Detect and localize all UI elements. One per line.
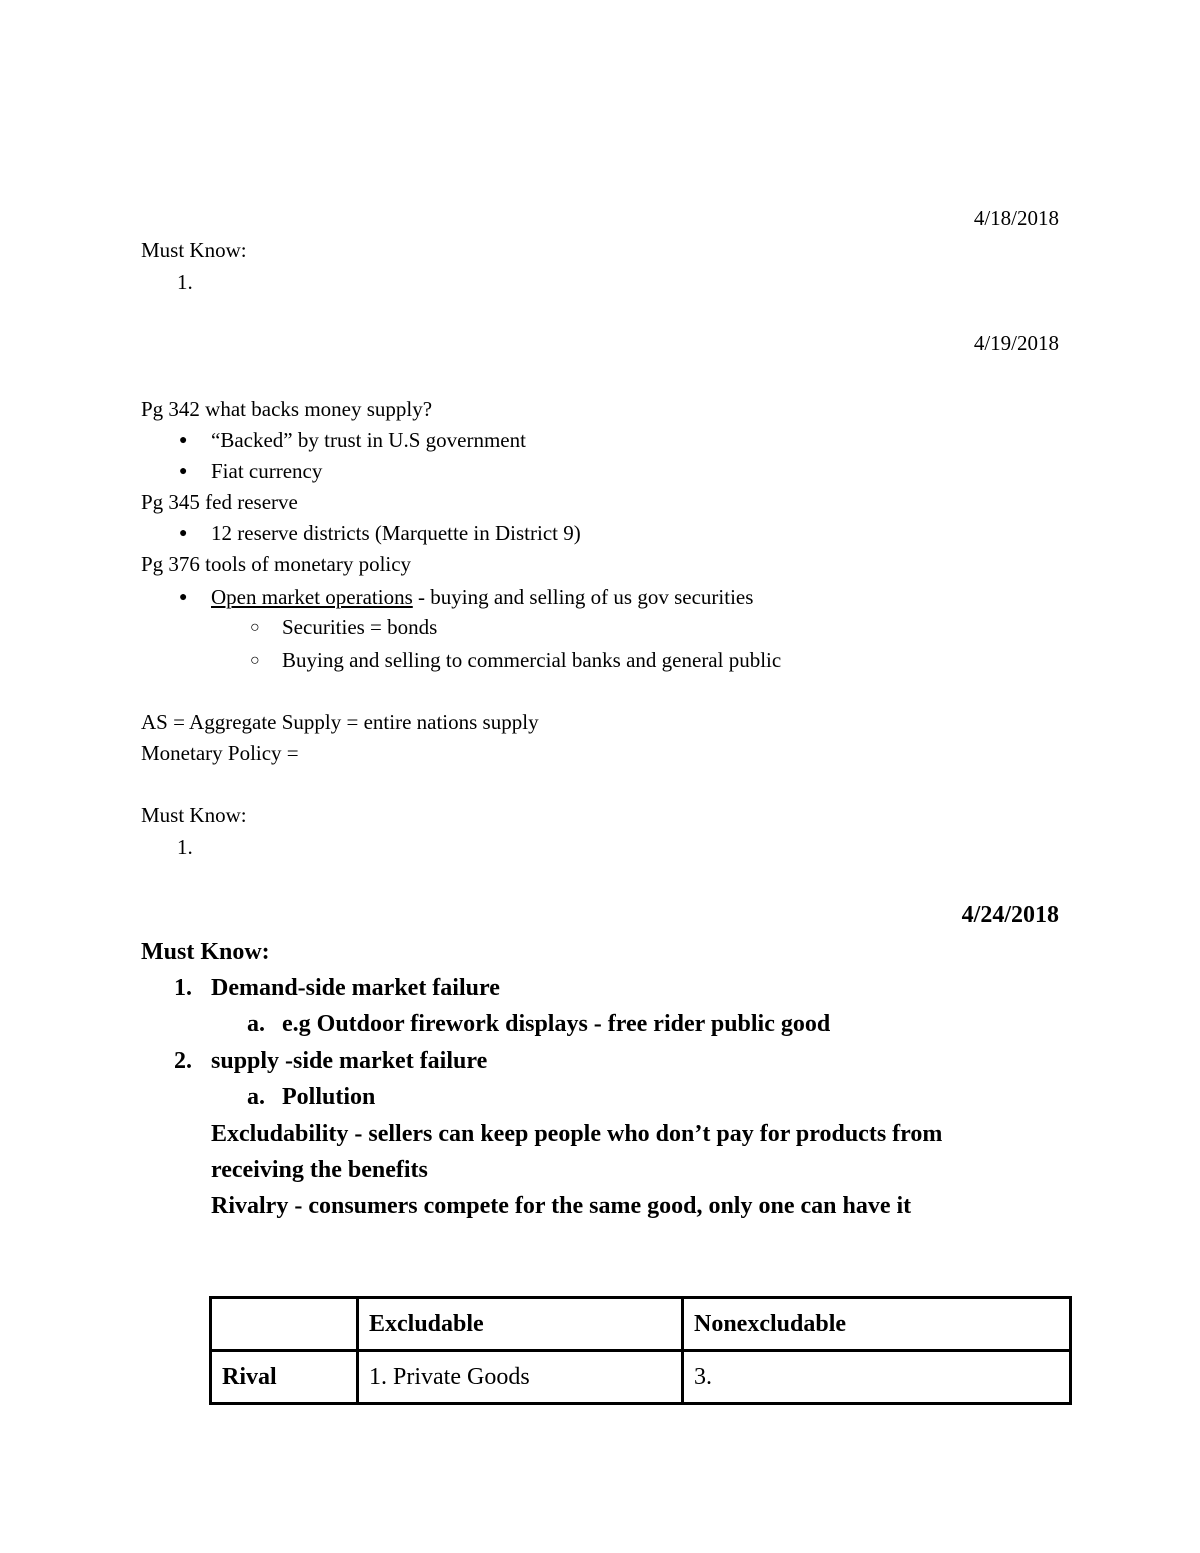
list-number: 2. [174, 1048, 192, 1074]
date-4-18: 4/18/2018 [973, 206, 1059, 230]
bullet-icon: ● [179, 433, 188, 448]
date-4-24: 4/24/2018 [961, 902, 1059, 928]
table-header-cell: Nonexcludable [683, 1298, 1071, 1351]
sub-bullet-text: Buying and selling to commercial banks and general public [282, 648, 782, 672]
bullet-text: “Backed” by trust in U.S government [211, 428, 526, 452]
definition-line: AS = Aggregate Supply = entire nations supply [141, 710, 539, 734]
must-know-heading: Must Know: [141, 939, 270, 965]
bullet-icon: ● [179, 464, 188, 479]
table-row [211, 1351, 1071, 1404]
table-cell: 3. [683, 1351, 1071, 1404]
table-header-row [211, 1298, 1071, 1351]
goods-classification-table [209, 1296, 1072, 1405]
list-item-text: Demand-side market failure [211, 975, 500, 1001]
sub-bullet-icon: ○ [250, 619, 260, 636]
bullet-icon: ● [179, 590, 188, 605]
bullet-text: Fiat currency [211, 459, 323, 483]
note-heading: Pg 342 what backs money supply? [141, 397, 433, 421]
definition-line: receiving the benefits [211, 1157, 428, 1183]
table-row-label: Rival [211, 1351, 358, 1404]
list-subitem-text: Pollution [282, 1084, 376, 1110]
definition-line: Rivalry - consumers compete for the same good, only one can have it [211, 1193, 912, 1219]
table-cell: 1. Private Goods [358, 1351, 683, 1404]
sub-bullet-text: Securities = bonds [282, 615, 438, 639]
underlined-term: Open market operations [211, 585, 413, 609]
bullet-text-rest: - buying and selling of us gov securities [412, 585, 754, 609]
definition-line: Monetary Policy = [141, 741, 299, 765]
list-number: 1. [177, 270, 193, 294]
list-letter: a. [247, 1011, 265, 1037]
list-item-text: supply -side market failure [211, 1048, 488, 1074]
bullet-text [211, 587, 753, 608]
list-number: 1. [174, 975, 192, 1001]
list-number: 1. [177, 835, 193, 859]
bullet-text: 12 reserve districts (Marquette in District 9) [211, 521, 581, 545]
date-4-19: 4/19/2018 [973, 331, 1059, 355]
note-heading: Pg 376 tools of monetary policy [141, 552, 412, 576]
list-letter: a. [247, 1084, 265, 1110]
bullet-icon: ● [179, 526, 188, 541]
sub-bullet-icon: ○ [250, 652, 260, 669]
definition-line: Excludability - sellers can keep people who don’t pay for products from [211, 1121, 943, 1147]
must-know-heading: Must Know: [141, 238, 247, 262]
must-know-heading: Must Know: [141, 803, 247, 827]
list-subitem-text: e.g Outdoor firework displays - free rider public good [282, 1011, 831, 1037]
table-header-cell [211, 1298, 358, 1351]
note-heading: Pg 345 fed reserve [141, 490, 298, 514]
table-header-cell: Excludable [358, 1298, 683, 1351]
